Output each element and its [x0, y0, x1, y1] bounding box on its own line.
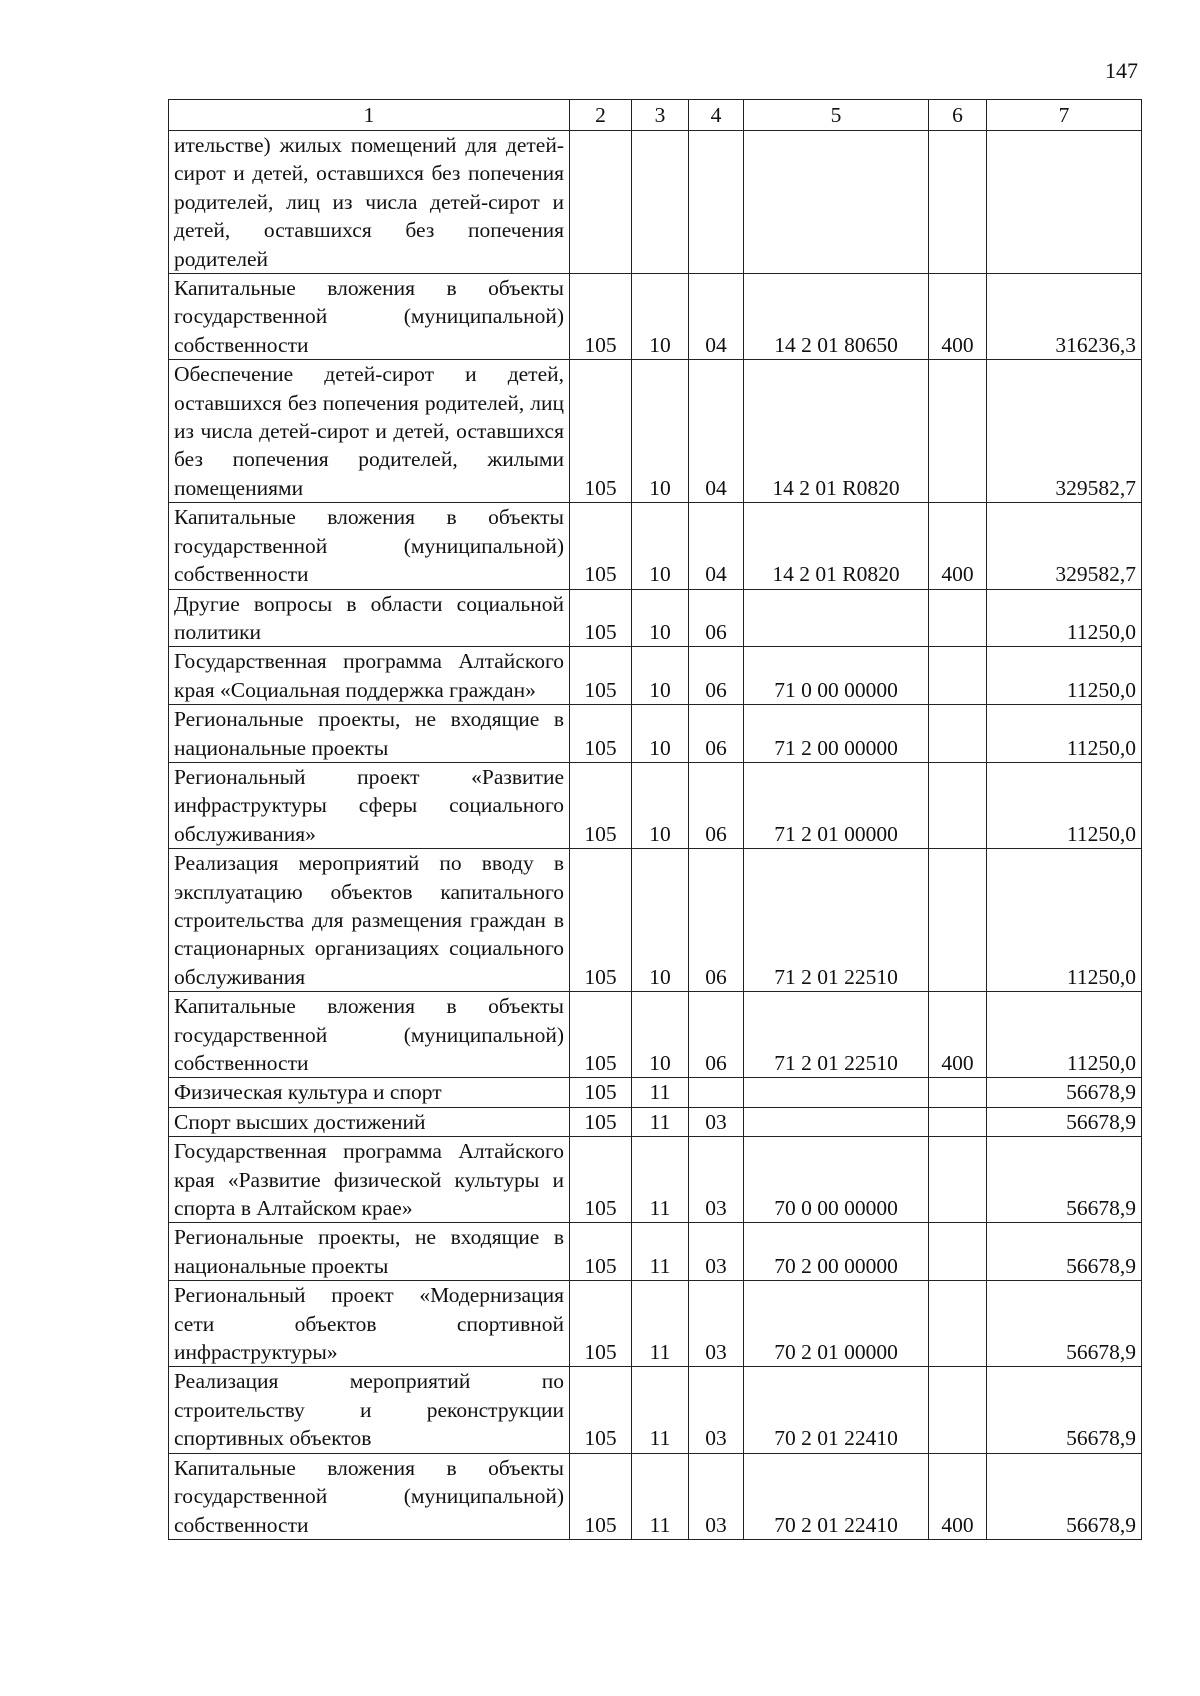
ministry-code-cell: 105	[570, 1078, 632, 1107]
table-row	[169, 1223, 1142, 1281]
expense-type-cell	[929, 762, 987, 848]
table-row	[169, 131, 1142, 274]
column-header: 4	[689, 100, 744, 131]
section-code-cell: 10	[632, 762, 689, 848]
amount-cell: 56678,9	[987, 1453, 1142, 1539]
ministry-code-cell: 105	[570, 705, 632, 763]
expense-type-cell: 400	[929, 992, 987, 1078]
amount-cell: 11250,0	[987, 647, 1142, 705]
expense-type-cell: 400	[929, 274, 987, 360]
table-row	[169, 849, 1142, 992]
expense-type-cell	[929, 1107, 987, 1136]
column-header: 6	[929, 100, 987, 131]
subsection-code-cell: 04	[689, 503, 744, 589]
subsection-code-cell: 06	[689, 849, 744, 992]
subsection-code-cell: 04	[689, 274, 744, 360]
section-code-cell: 10	[632, 647, 689, 705]
item-name-cell: Региональный проект «Модернизация сети объектов спортивной инфраструктуры»	[169, 1281, 570, 1367]
target-article-cell	[744, 1107, 929, 1136]
target-article-cell: 14 2 01 80650	[744, 274, 929, 360]
item-name-cell: Региональные проекты, не входящие в национальные проекты	[169, 1223, 570, 1281]
table-row	[169, 762, 1142, 848]
target-article-cell: 71 2 01 22510	[744, 992, 929, 1078]
ministry-code-cell: 105	[570, 1453, 632, 1539]
section-code-cell: 10	[632, 274, 689, 360]
expense-type-cell	[929, 1223, 987, 1281]
table-row	[169, 1453, 1142, 1539]
expense-type-cell	[929, 1137, 987, 1223]
expense-type-cell	[929, 589, 987, 647]
subsection-code-cell: 03	[689, 1367, 744, 1453]
amount-cell	[987, 131, 1142, 274]
target-article-cell: 71 2 01 00000	[744, 762, 929, 848]
item-name-cell: Капитальные вложения в объекты государственной (муниципальной) собственности	[169, 274, 570, 360]
subsection-code-cell: 03	[689, 1281, 744, 1367]
target-article-cell: 71 2 01 22510	[744, 849, 929, 992]
section-code-cell: 10	[632, 503, 689, 589]
subsection-code-cell: 06	[689, 589, 744, 647]
expense-type-cell: 400	[929, 1453, 987, 1539]
table-row	[169, 647, 1142, 705]
section-code-cell: 10	[632, 992, 689, 1078]
expense-type-cell	[929, 1367, 987, 1453]
target-article-cell	[744, 131, 929, 274]
ministry-code-cell: 105	[570, 1281, 632, 1367]
column-header: 3	[632, 100, 689, 131]
table-row	[169, 589, 1142, 647]
section-code-cell: 11	[632, 1223, 689, 1281]
table-row	[169, 1281, 1142, 1367]
item-name-cell: Капитальные вложения в объекты государственной (муниципальной) собственности	[169, 503, 570, 589]
section-code-cell: 10	[632, 360, 689, 503]
amount-cell: 56678,9	[987, 1078, 1142, 1107]
subsection-code-cell: 06	[689, 992, 744, 1078]
target-article-cell	[744, 1078, 929, 1107]
ministry-code-cell: 105	[570, 360, 632, 503]
section-code-cell: 11	[632, 1078, 689, 1107]
subsection-code-cell	[689, 1078, 744, 1107]
target-article-cell: 71 2 00 00000	[744, 705, 929, 763]
item-name-cell: ительстве) жилых помещений для детей-сирот и детей, оставшихся без попечения родителей, лиц из числа детей-сирот и детей, оставшихся без попечения родителей	[169, 131, 570, 274]
ministry-code-cell: 105	[570, 647, 632, 705]
ministry-code-cell: 105	[570, 992, 632, 1078]
expense-type-cell	[929, 360, 987, 503]
section-code-cell: 10	[632, 589, 689, 647]
subsection-code-cell: 06	[689, 762, 744, 848]
amount-cell: 329582,7	[987, 503, 1142, 589]
item-name-cell: Капитальные вложения в объекты государственной (муниципальной) собственности	[169, 992, 570, 1078]
target-article-cell	[744, 589, 929, 647]
ministry-code-cell: 105	[570, 1137, 632, 1223]
target-article-cell: 70 2 00 00000	[744, 1223, 929, 1281]
expense-type-cell	[929, 705, 987, 763]
table-row	[169, 705, 1142, 763]
table-row	[169, 1078, 1142, 1107]
subsection-code-cell: 03	[689, 1137, 744, 1223]
target-article-cell: 70 0 00 00000	[744, 1137, 929, 1223]
amount-cell: 56678,9	[987, 1137, 1142, 1223]
item-name-cell: Региональные проекты, не входящие в национальные проекты	[169, 705, 570, 763]
budget-table	[168, 99, 1142, 1540]
column-header: 2	[570, 100, 632, 131]
item-name-cell: Реализация мероприятий по строительству и реконструкции спортивных объектов	[169, 1367, 570, 1453]
section-code-cell: 10	[632, 849, 689, 992]
header-row	[169, 100, 1142, 131]
expense-type-cell	[929, 849, 987, 992]
target-article-cell: 71 0 00 00000	[744, 647, 929, 705]
subsection-code-cell: 03	[689, 1223, 744, 1281]
column-header: 1	[169, 100, 570, 131]
table-row	[169, 1137, 1142, 1223]
target-article-cell: 70 2 01 22410	[744, 1453, 929, 1539]
expense-type-cell	[929, 131, 987, 274]
table-body	[169, 131, 1142, 1540]
ministry-code-cell: 105	[570, 503, 632, 589]
amount-cell: 11250,0	[987, 849, 1142, 992]
amount-cell: 56678,9	[987, 1367, 1142, 1453]
item-name-cell: Государственная программа Алтайского края «Развитие физической культуры и спорта в Алтайском крае»	[169, 1137, 570, 1223]
amount-cell: 11250,0	[987, 762, 1142, 848]
item-name-cell: Другие вопросы в области социальной политики	[169, 589, 570, 647]
expense-type-cell	[929, 647, 987, 705]
column-header: 7	[987, 100, 1142, 131]
table-row	[169, 992, 1142, 1078]
amount-cell: 56678,9	[987, 1107, 1142, 1136]
target-article-cell: 70 2 01 00000	[744, 1281, 929, 1367]
subsection-code-cell: 06	[689, 647, 744, 705]
table-row	[169, 360, 1142, 503]
section-code-cell: 11	[632, 1107, 689, 1136]
subsection-code-cell	[689, 131, 744, 274]
subsection-code-cell: 06	[689, 705, 744, 763]
section-code-cell: 11	[632, 1281, 689, 1367]
ministry-code-cell: 105	[570, 1367, 632, 1453]
table-row	[169, 274, 1142, 360]
subsection-code-cell: 03	[689, 1107, 744, 1136]
amount-cell: 56678,9	[987, 1223, 1142, 1281]
page-number: 147	[1105, 58, 1138, 83]
ministry-code-cell: 105	[570, 762, 632, 848]
item-name-cell: Обеспечение детей-сирот и детей, оставшихся без попечения родителей, лиц из числа детей-сирот и детей, оставшихся без попечения родителей, жилыми помещениями	[169, 360, 570, 503]
amount-cell: 11250,0	[987, 992, 1142, 1078]
expense-type-cell	[929, 1078, 987, 1107]
section-code-cell: 11	[632, 1367, 689, 1453]
table-row	[169, 503, 1142, 589]
amount-cell: 11250,0	[987, 705, 1142, 763]
target-article-cell: 14 2 01 R0820	[744, 360, 929, 503]
target-article-cell: 70 2 01 22410	[744, 1367, 929, 1453]
column-header: 5	[744, 100, 929, 131]
table-row	[169, 1367, 1142, 1453]
ministry-code-cell: 105	[570, 274, 632, 360]
target-article-cell: 14 2 01 R0820	[744, 503, 929, 589]
item-name-cell: Спорт высших достижений	[169, 1107, 570, 1136]
item-name-cell: Физическая культура и спорт	[169, 1078, 570, 1107]
expense-type-cell: 400	[929, 503, 987, 589]
ministry-code-cell: 105	[570, 1223, 632, 1281]
subsection-code-cell: 03	[689, 1453, 744, 1539]
expense-type-cell	[929, 1281, 987, 1367]
section-code-cell	[632, 131, 689, 274]
ministry-code-cell	[570, 131, 632, 274]
amount-cell: 316236,3	[987, 274, 1142, 360]
table-row	[169, 1107, 1142, 1136]
subsection-code-cell: 04	[689, 360, 744, 503]
section-code-cell: 10	[632, 705, 689, 763]
ministry-code-cell: 105	[570, 589, 632, 647]
section-code-cell: 11	[632, 1453, 689, 1539]
section-code-cell: 11	[632, 1137, 689, 1223]
item-name-cell: Капитальные вложения в объекты государственной (муниципальной) собственности	[169, 1453, 570, 1539]
amount-cell: 11250,0	[987, 589, 1142, 647]
item-name-cell: Реализация мероприятий по вводу в эксплуатацию объектов капитального строительства для размещения граждан в стационарных организациях социального обслуживания	[169, 849, 570, 992]
ministry-code-cell: 105	[570, 1107, 632, 1136]
amount-cell: 56678,9	[987, 1281, 1142, 1367]
amount-cell: 329582,7	[987, 360, 1142, 503]
ministry-code-cell: 105	[570, 849, 632, 992]
item-name-cell: Региональный проект «Развитие инфраструктуры сферы социального обслуживания»	[169, 762, 570, 848]
item-name-cell: Государственная программа Алтайского края «Социальная поддержка граждан»	[169, 647, 570, 705]
